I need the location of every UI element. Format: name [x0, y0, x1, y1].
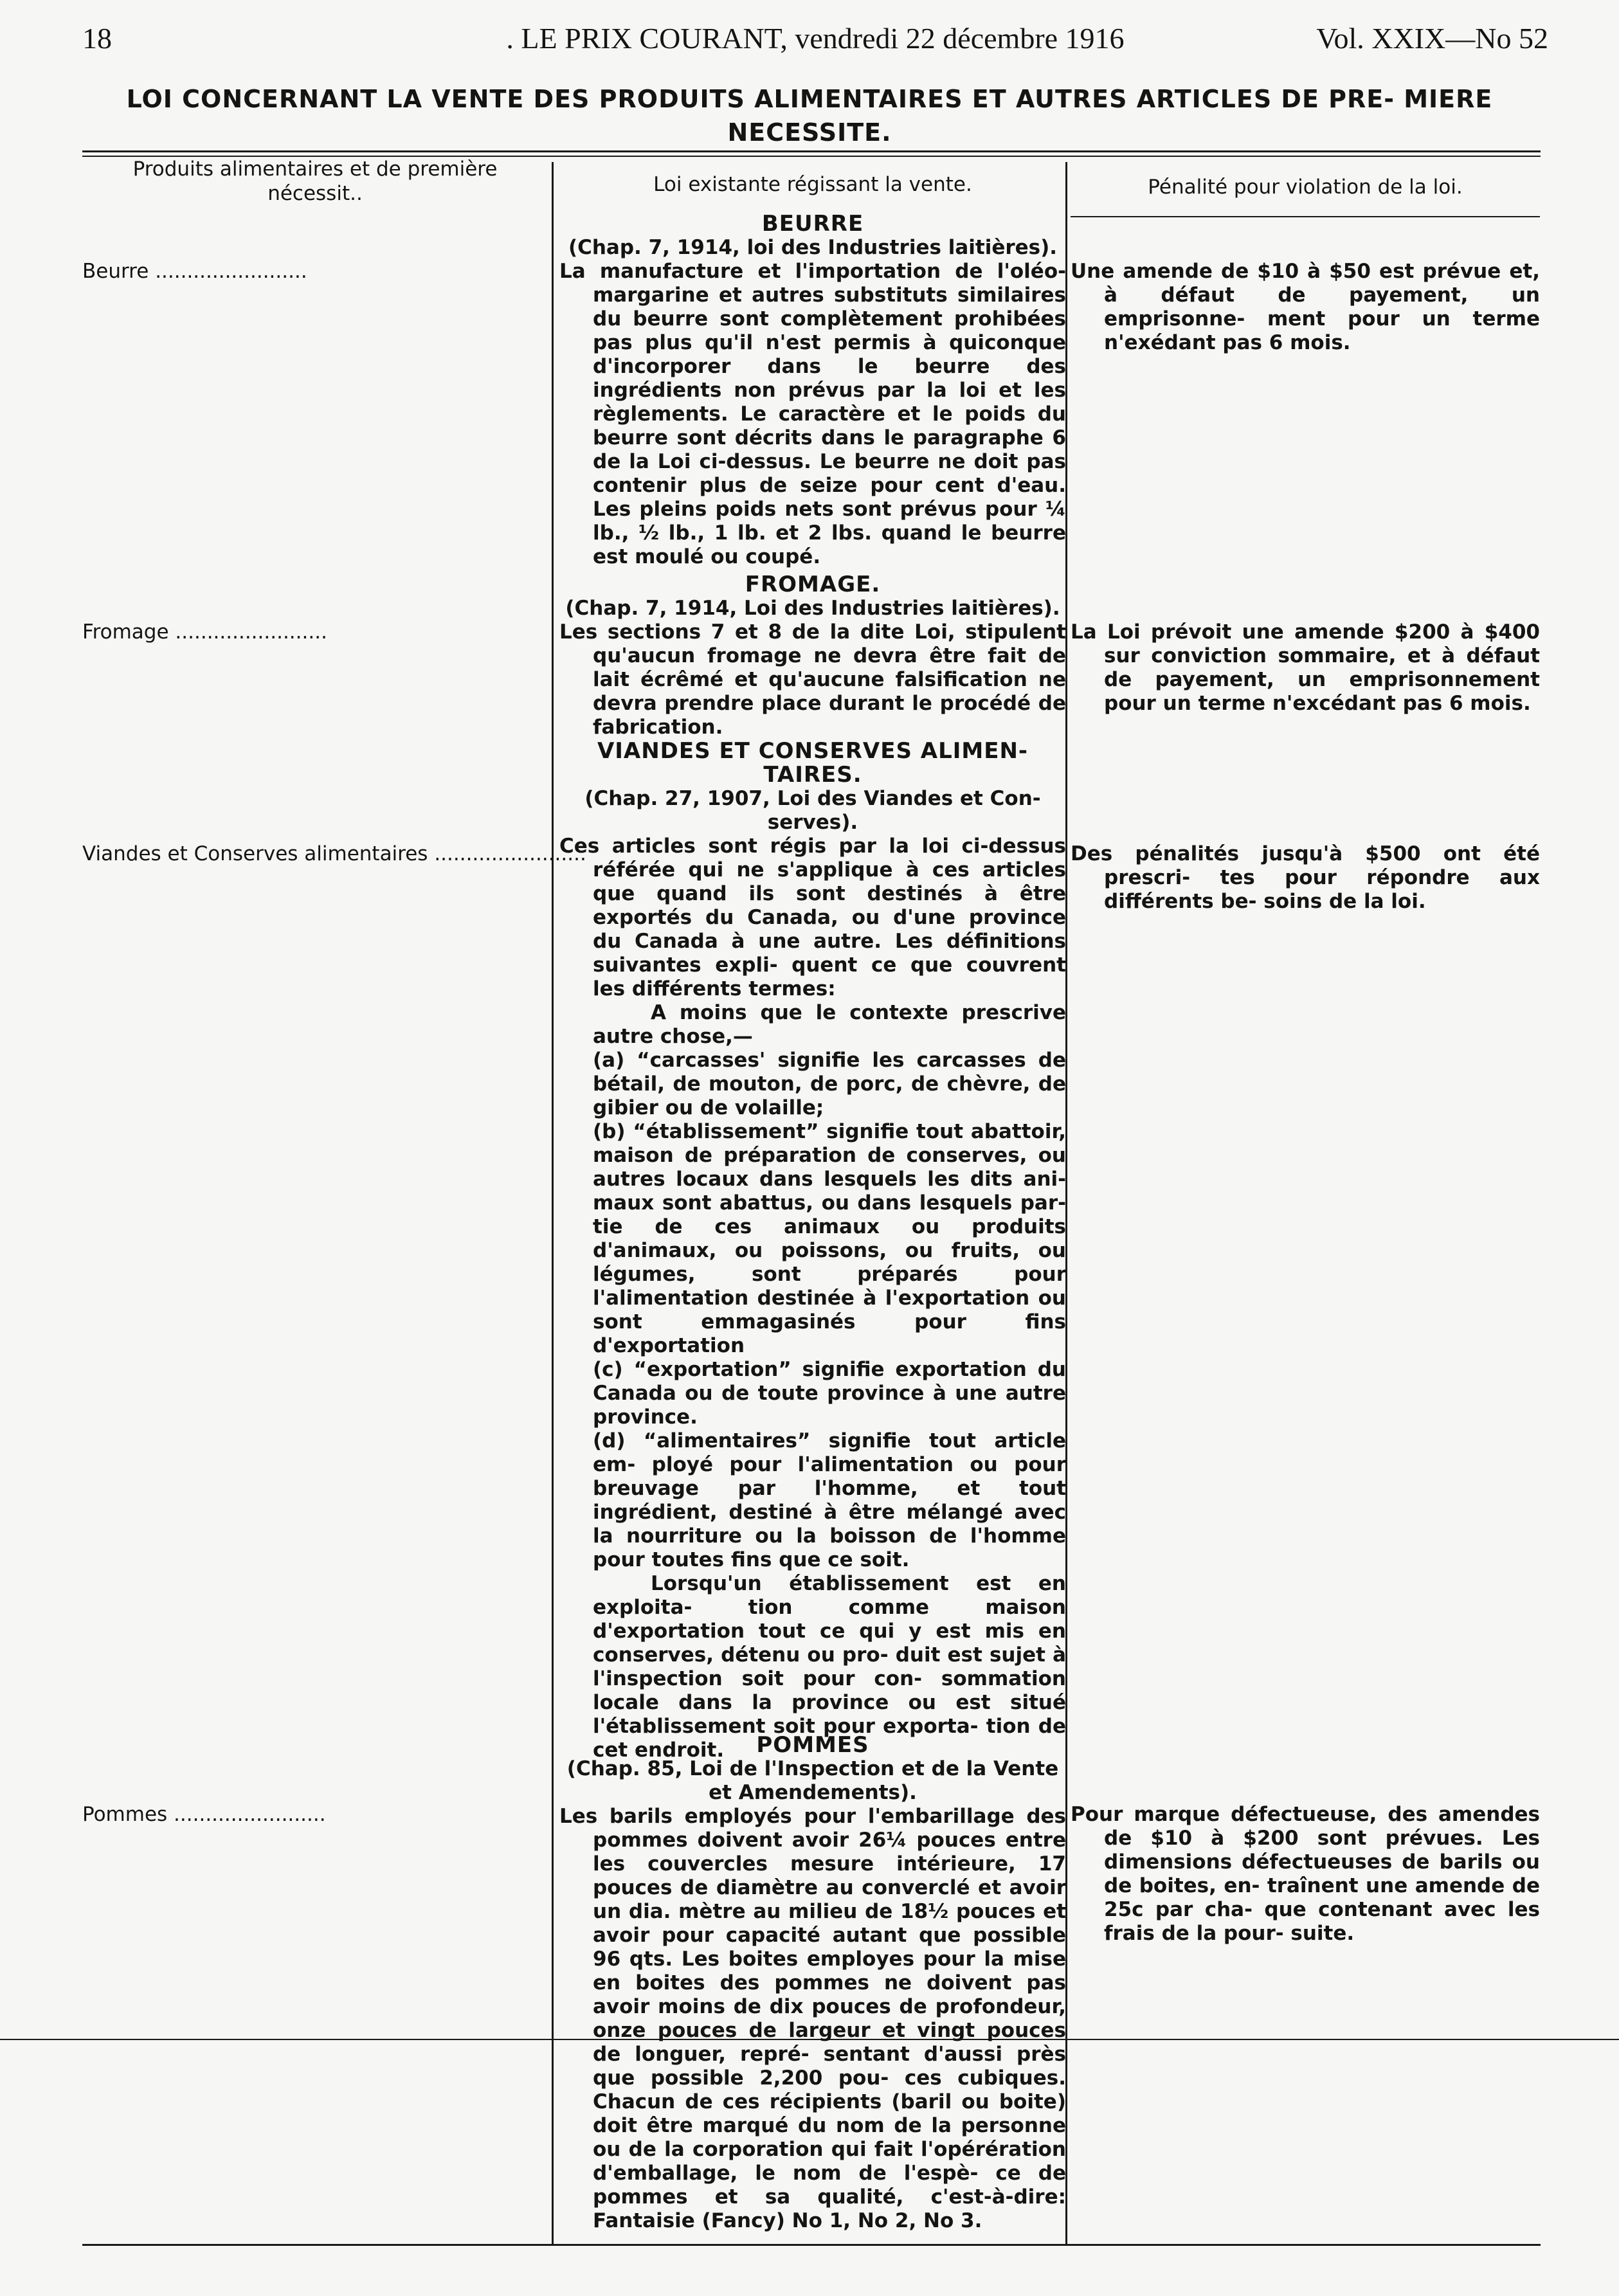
product-name: Viandes et Conserves alimentaires	[82, 842, 428, 865]
column-header-products: Produits alimentaires et de première nécessit..	[132, 158, 498, 205]
penalty-text: La Loi prévoit une amende $200 à $400 sur conviction sommaire, et à défaut de payement, un emprisonnement pour un terme n'excédant pas 6 mois.	[1071, 620, 1540, 715]
dot-leader: ........................	[155, 260, 307, 283]
law-closing: Lorsqu'un établissement est en exploita- tion comme maison d'exportation tout ce qui y est mis en conserves, détenu ou pro- duit est sujet à l'inspection soit pour con- sommation locale dans la province ou est situé l'établissement soit pour exporta- tion de cet endroit.	[593, 1572, 1066, 1762]
penalty-pommes	[1071, 1803, 1540, 1946]
product-label-beurre	[82, 260, 548, 284]
title-rule-top	[82, 150, 1541, 152]
penalty-text: Pour marque défectueuse, des amendes de $10 à $200 sont prévues. Les dimensions défectueuses de barils ou de boites, en- traînent une amende de 25c par cha- que contenant avec les frais de la pour- suite.	[1071, 1803, 1540, 1945]
chapter-reference: (Chap. 7, 1914, loi des Industries laitières).	[568, 236, 1058, 259]
product-name: Pommes	[82, 1803, 168, 1826]
publication-line: . LE PRIX COURANT, vendredi 22 décembre 1916	[506, 22, 1125, 55]
penalty-beurre	[1071, 260, 1540, 355]
law-text: Les sections 7 et 8 de la dite Loi, stipulent qu'aucun fromage ne devra être fait de lait écrêmé et qu'aucune falsification ne devra prendre place durant le procédé de fabrication.	[559, 620, 1066, 739]
article-title: LOI CONCERNANT LA VENTE DES PRODUITS ALIMENTAIRES ET AUTRES ARTICLES DE PRE- MIERE NECESSITE.	[126, 85, 1493, 147]
chapter-reference: (Chap. 85, Loi de l'Inspection et de la Vente et Amendements).	[566, 1757, 1059, 1804]
column-header-penalty: Pénalité pour violation de la loi.	[1148, 176, 1463, 199]
law-text: Ces articles sont régis par la loi ci-dessus référée qui ne s'applique à ces articles que quand ils sont destinés à être exportés du Canada, ou d'une province du Canada à une autre. Les définitions suivantes expli- quent ce que couvrent les différents termes:	[559, 835, 1066, 1000]
product-label-fromage	[82, 620, 548, 644]
dot-leader: ........................	[175, 620, 327, 644]
law-section-viandes	[559, 739, 1066, 1762]
penalty-fromage	[1071, 620, 1540, 716]
section-heading: VIANDES ET CONSERVES ALIMEN- TAIRES.	[597, 738, 1029, 788]
section-heading: POMMES	[756, 1732, 869, 1758]
penalty-text: Des pénalités jusqu'à $500 ont été prescri- tes pour répondre aux différents be- soins de la loi.	[1071, 842, 1540, 913]
definition-a: (a) “carcasses' signifie les carcasses de bétail, de mouton, de porc, de chèvre, de gibier ou de volaille;	[593, 1049, 1066, 1119]
chapter-reference: (Chap. 7, 1914, Loi des Industries laitières).	[565, 597, 1060, 620]
dot-leader: ........................	[434, 842, 586, 865]
product-label-pommes	[82, 1803, 548, 1827]
penalty-text: Une amende de $10 à $50 est prévue et, à défaut de payement, un emprisonne- ment pour un terme n'exédant pas 6 mois.	[1071, 260, 1540, 354]
column-header-law: Loi existante régissant la vente.	[653, 173, 972, 196]
definition-d: (d) “alimentaires” signifie tout article em- ployé pour l'alimentation ou pour breuvage par l'homme, et tout ingrédient, destiné à être mélangé avec la nourriture ou la boisson de l'homme pour toutes fins que ce soit.	[593, 1429, 1066, 1571]
law-intro: A moins que le contexte prescrive autre chose,—	[593, 1001, 1066, 1048]
page-number: 18	[82, 22, 112, 55]
definition-b: (b) “établissement” signifie tout abattoir, maison de préparation de conserves, ou autres locaux dans lesquels les dits ani- maux sont abattus, ou dans lesquels par- tie de ces animaux ou produits d'animaux, ou poissons, ou fruits, ou légumes, sont préparés pour l'alimentation destinée à l'exportation ou sont emmagasinés pour fins d'exportation	[593, 1120, 1066, 1357]
column-rule-left	[552, 162, 554, 2245]
law-section-beurre	[559, 212, 1066, 569]
section-heading: BEURRE	[761, 211, 864, 237]
chapter-reference: (Chap. 27, 1907, Loi des Viandes et Con- serves).	[584, 787, 1041, 834]
definition-c: (c) “exportation” signifie exportation du Canada ou de toute province à une autre province.	[593, 1358, 1066, 1429]
section-heading: FROMAGE.	[745, 572, 881, 597]
law-section-pommes	[559, 1733, 1066, 2233]
running-head	[82, 19, 1548, 58]
product-name: Fromage	[82, 620, 169, 644]
header-rule	[1071, 216, 1540, 217]
product-name: Beurre	[82, 260, 149, 283]
dot-leader: ........................	[174, 1803, 326, 1826]
volume-number: Vol. XXIX—No 52	[1316, 22, 1548, 55]
law-section-fromage	[559, 573, 1066, 739]
bottom-rule	[82, 2244, 1541, 2246]
law-text: Les barils employés pour l'embarillage des pommes doivent avoir 26¼ pouces entre les couvercles mesure intérieure, 17 pouces de diamètre au converclé et avoir un dia. mètre au milieu de 18½ pouces et avoir pour capacité autant que possible 96 qts. Les boites employes pour la mise en boites des pommes ne doivent pas avoir moins de dix pouces de profondeur, onze pouces de largeur et vingt pouces de longuer, repré- sentant d'aussi près que possible 2,200 pou- ces cubiques. Chacun de ces récipients (baril ou boite) doit être marqué du nom de la personne ou de la corporation qui fait l'opérération d'emballage, le nom de l'espè- ce de pommes et sa qualité, c'est-à-dire: Fantaisie (Fancy) No 1, No 2, No 3.	[559, 1805, 1066, 2232]
law-text: La manufacture et l'importation de l'oléo- margarine et autres substituts similaires du beurre sont complètement prohibées pas plus qu'il n'est permis à quiconque d'incorporer dans le beurre des ingrédients non prévus par la loi et les règlements. Le caractère et le poids du beurre sont décrits dans le paragraphe 6 de la Loi ci-dessus. Le beurre ne doit pas contenir plus de seize pour cent d'eau. Les pleins poids nets sont prévus pour ¼ lb., ½ lb., 1 lb. et 2 lbs. quand le beurre est moulé ou coupé.	[559, 260, 1066, 568]
product-label-viandes	[82, 842, 586, 866]
penalty-viandes	[1071, 842, 1540, 914]
